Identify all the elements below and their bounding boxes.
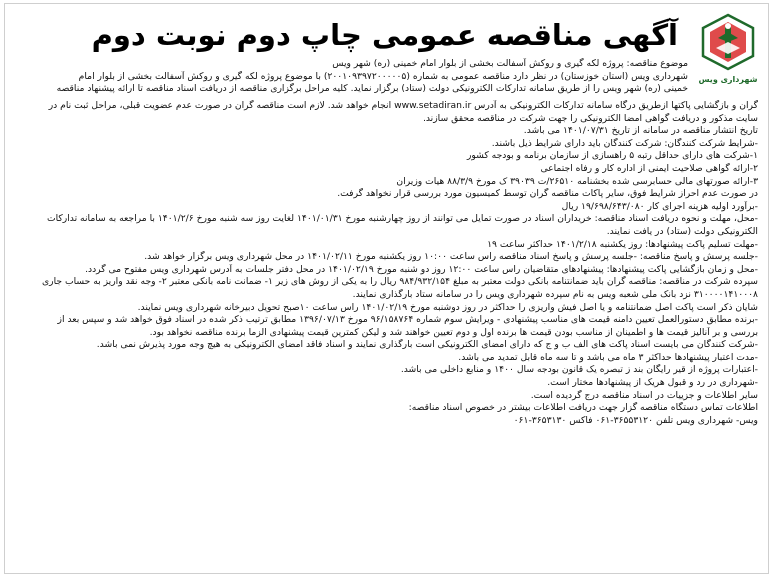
text-line: در صورت عدم احراز شرایط فوق، سایر پاکات مناقصه گران توسط کمیسیون مورد بررسی قرار نخواهد گرفت.	[337, 188, 758, 200]
text-line: شایان ذکر است پاکت اصل ضمانتنامه و یا اصل فیش واریزی را حداکثر در روز دوشنبه مورخ ۱۴۰۱/۰۲/۱۹ راس ساعت ۱۰صبح تحویل دبیرخانه شهرداری ویس نمایند.	[137, 301, 758, 313]
text-line: سایر اطلاعات و جزییات در اسناد مناقصه درج گردیده است.	[530, 389, 758, 401]
text-line: -شهرداری در رد و قبول هریک از پیشنهادها مختار است.	[547, 377, 758, 389]
text-line: ۳-ارائه صورتهای مالی حسابرسی شده بخشنامه ۲۶۵۱۰/ت ۳۹۰۳۹ ک مورخ ۸۸/۳/۹ هیات وزیران	[396, 175, 758, 187]
text-line: -برنده مطابق دستورالعمل تعیین دامنه قیمت های مناسب پیشنهادی - ویرایش سوم شماره ۹۶/۱۵۸۷۶۴ مورخ ۱۳۹۶/۰۷/۱۳ مطابق ترتیب ذکر شده در اسناد فوق خواهد شد و سپس بعد از	[57, 314, 758, 326]
logo-caption: شهرداری ویس	[698, 75, 758, 84]
text-line: ۱-شرکت های دارای حداقل رتبه ۵ راهسازی از سازمان برنامه و بودجه کشور	[466, 150, 758, 162]
text-line: ویس- شهرداری ویس تلفن ۳۶۵۵۳۱۲۰-۰۶۱ فاکس ۳۶۵۳۱۳۰-۰۶۱	[513, 414, 758, 426]
municipality-logo	[698, 12, 758, 84]
text-line: -شرکت کنندگان می بایست اسناد پاکت های الف ب و ج که دارای امضای الکترونیکی است بارگذاری نمایند و اسناد فاقد امضای الکترونیکی به هیچ وجه مورد پذیرش نمی باشد.	[96, 339, 758, 351]
text-line: -جلسه پرسش و پاسخ مناقصه: -جلسه پرسش و پاسخ اسناد مناقصه راس ساعت ۱۰:۰۰ روز یکشنبه مورخ ۱۴۰۱/۰۲/۱۱ در محل شهرداری ویس برگزار خواهد شد.	[144, 251, 758, 263]
text-line: -اعتبارات پروژه از قیر رایگان بند ز تبصره یک قانون بودجه سال ۱۴۰۰ و منابع داخلی می باشد.	[400, 364, 758, 376]
logo-emblem-icon	[698, 12, 758, 72]
text-line: -شرایط شرکت کنندگان: شرکت کنندگان باید دارای شرایط ذیل باشند.	[491, 137, 758, 149]
text-line: -محل، مهلت و نحوه دریافت اسناد مناقصه: خریداران اسناد در صورت تمایل می توانند از روز چهارشنبه مورخ ۱۴۰۱/۰۱/۳۱ لغایت روز سه شنبه مورخ ۱۴۰۱/۲/۶ با مراجعه به سامانه تدارکات	[46, 213, 758, 225]
text-line: سپرده شرکت در مناقصه: مناقصه گران باید ضمانتنامه بانکی دولت معتبر به مبلغ ۹۸۴/۹۳۲/۱۵۴ ریال را به یکی از روش های زیر ۱- ضمانت نامه بانکی معتبر ۲- وجه نقد واریز به حساب جاری	[41, 276, 758, 288]
page-title: آگهی مناقصه عمومی چاپ دوم نوبت دوم	[91, 18, 678, 52]
tender-notice-page	[4, 3, 769, 574]
text-line: اطلاعات تماس دستگاه مناقصه گزار جهت دریافت اطلاعات بیشتر در خصوص اسناد مناقصه:	[408, 402, 758, 414]
text-line: الکترونیکی دولت (ستاد) در یافت نمایند.	[606, 225, 758, 237]
text-line: ۳۱۰۰۰۰۱۴۱۰۰۰۸ نزد بانک ملی شعبه ویس به نام سپرده شهرداری ویس را در سامانه ستاد بارگذاری نمایند.	[352, 288, 758, 300]
text-line: -مدت اعتبار پیشنهادها حداکثر ۳ ماه می باشد و تا سه ماه قابل تمدید می باشد.	[458, 351, 758, 363]
text-line: -مهلت تسلیم پاکت پیشنهادها: روز یکشنبه ۱۴۰۱/۲/۱۸ حداکثر ساعت ۱۹	[487, 238, 758, 250]
text-line: تاریخ انتشار مناقصه در سامانه از تاریخ ۱۴۰۱/۰۷/۳۱ می باشد.	[523, 125, 758, 137]
text-line: سایت مذکور و دریافت گواهی امضا الکترونیکی را جهت شرکت در مناقصه محقق سازند.	[422, 112, 758, 124]
text-line: خمینی (ره) شهر ویس را از طریق سامانه تدارکات الکترونیکی دولت (ستاد) برگزار نماید. کلیه مراحل برگزاری مناقصه از دریافت اسناد مناقصه تا ارائه پیشنهاد مناقصه	[56, 83, 688, 95]
notice-intro	[17, 58, 688, 96]
text-line: -محل و زمان بازگشایی پاکت پیشنهادها: پیشنهادهای متقاضیان راس ساعت ۱۲:۰۰ روز دو شنبه مورخ ۱۴۰۱/۰۲/۱۹ در محل دفتر جلسات به آدرس شهرداری ویس مفتوح می گردد.	[85, 263, 758, 275]
text-line: ۲-ارائه گواهی صلاحیت ایمنی از اداره کار و رفاه اجتماعی	[540, 162, 758, 174]
text-line: شهرداری ویس (استان خوزستان) در نظر دارد مناقصه عمومی به شماره (۲۰۰۱۰۹۳۹۷۲۰۰۰۰۰۵) با موضوع پروژه لکه گیری و روکش آسفالت بخشی از بلوار امام	[78, 70, 688, 82]
text-line: -برآورد اولیه هزینه اجرای کار ۱۹/۶۹۸/۶۴۳/۰۸۰ ریال	[561, 200, 758, 212]
text-line: موضوع مناقصه: پروژه لکه گیری و روکش آسفالت بخشی از بلوار امام خمینی (ره) شهر ویس	[332, 58, 688, 69]
notice-body	[17, 100, 758, 427]
text-line: گران و بازگشایی پاکتها ازطریق درگاه سامانه تدارکات الکترونیکی به آدرس www.setadiran.ir انجام خواهد شد. لازم است مناقصه گران در صورت عدم عضویت قبلی، مراحل ثبت نام در	[48, 100, 758, 111]
text-line: بررسی و بر آنالیز قیمت ها و اطمینان از مناسب بودن قیمت ها برنده اول و دوم تعیین خواهند شد و لیکن کمترین قیمت پیشنهادی الزما برنده مناقصه نخواهد بود.	[149, 326, 758, 338]
